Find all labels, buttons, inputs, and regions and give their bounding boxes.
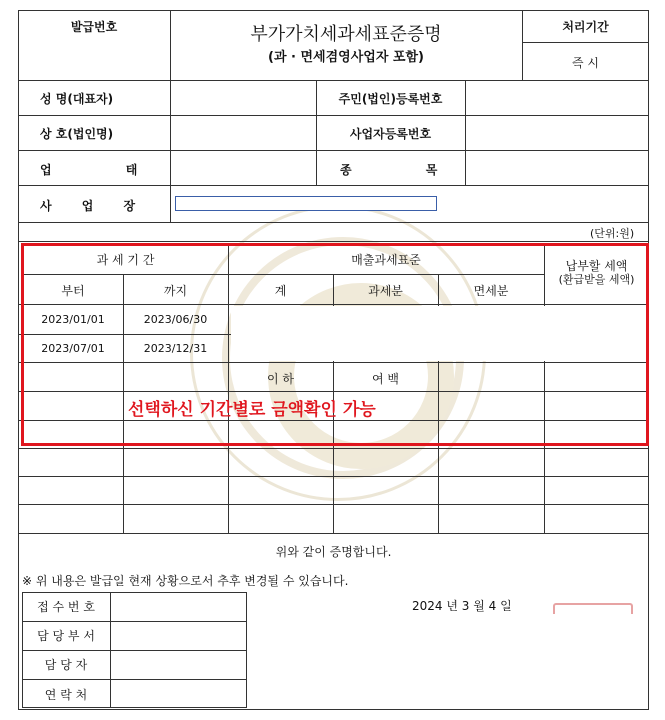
receipt-no-label: 접 수 번 호 bbox=[37, 600, 95, 614]
business-address-label: 사 업 장 bbox=[40, 199, 136, 213]
contact-label: 연 락 처 bbox=[44, 688, 88, 702]
total-header: 계 bbox=[274, 284, 287, 298]
annotation-text: 선택하신 기간별로 금액확인 가능 bbox=[128, 400, 376, 420]
business-reg-no-label: 사업자등록번호 bbox=[349, 127, 432, 141]
unit-label: (단위:원) bbox=[590, 227, 635, 240]
resident-no-label: 주민(법인)등록번호 bbox=[338, 92, 443, 106]
blank-marker-right: 여 백 bbox=[372, 372, 399, 386]
redacted-signature bbox=[420, 614, 646, 708]
address-field bbox=[175, 196, 437, 211]
business-type-label: 업 태 bbox=[40, 163, 138, 177]
company-name-label: 상 호(법인명) bbox=[40, 127, 114, 141]
taxable-header: 과세분 bbox=[368, 284, 403, 298]
tax-payable-header: 납부할 세액 bbox=[565, 259, 628, 273]
period-from-header: 부터 bbox=[61, 284, 85, 298]
department-label: 담 당 부 서 bbox=[37, 629, 95, 643]
document-subtitle: (과 · 면세겸영사업자 포함) bbox=[268, 50, 424, 65]
document-title: 부가가치세과세표준증명 bbox=[250, 24, 442, 45]
processing-period-value: 즉 시 bbox=[572, 56, 599, 70]
table-row-1-from: 2023/01/01 bbox=[41, 313, 105, 326]
sales-tax-base-header: 매출과세표준 bbox=[351, 253, 421, 267]
officer-label: 담 당 자 bbox=[44, 658, 88, 672]
representative-name-label: 성 명(대표자) bbox=[40, 92, 114, 106]
exempt-header: 면세분 bbox=[473, 284, 509, 298]
table-row-2-to: 2023/12/31 bbox=[143, 342, 208, 355]
issue-no-label: 발급번호 bbox=[70, 20, 118, 34]
processing-period-label: 처리기간 bbox=[562, 20, 609, 34]
table-row-1-to: 2023/06/30 bbox=[143, 313, 208, 326]
certify-statement: 위와 같이 증명합니다. bbox=[275, 545, 392, 559]
business-item-label: 종 목 bbox=[340, 163, 438, 177]
period-to-header: 까지 bbox=[163, 284, 188, 298]
tax-refund-header: (환급받을 세액) bbox=[558, 273, 635, 286]
blank-marker-left: 이 하 bbox=[267, 372, 294, 386]
issue-date: 2024 년 3 월 4 일 bbox=[412, 599, 512, 613]
tax-period-header: 과 세 기 간 bbox=[96, 253, 155, 267]
notice-text: ※ 위 내용은 발급일 현재 상황으로서 추후 변경될 수 있습니다. bbox=[22, 574, 349, 588]
table-row-2-from: 2023/07/01 bbox=[41, 342, 105, 355]
